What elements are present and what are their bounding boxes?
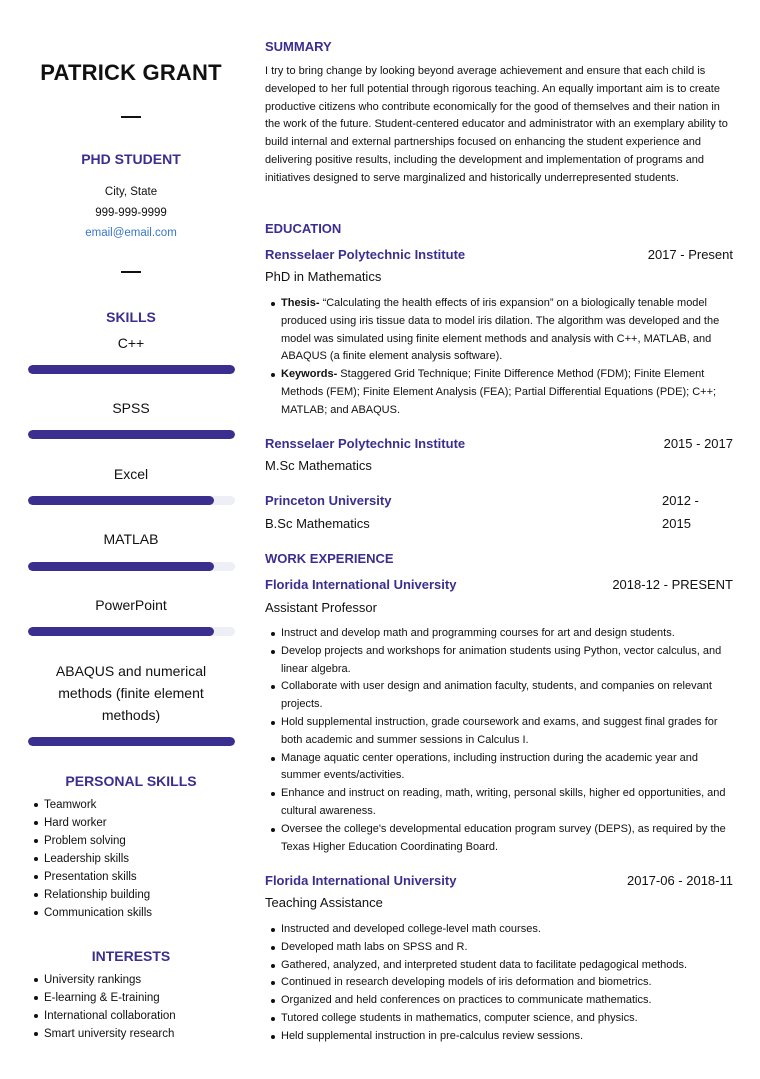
- work-bullets: [281, 625, 731, 856]
- list-item: University rankings: [34, 971, 244, 989]
- candidate-title: PHD STUDENT: [81, 151, 181, 167]
- list-item: Develop projects and workshops for animation students using Python, vector calculus, and linear algebra.: [281, 643, 731, 679]
- employer-name: Florida International University: [265, 577, 457, 592]
- list-item: International collaboration: [34, 1007, 244, 1025]
- main-content: [265, 0, 735, 1079]
- job-role: Teaching Assistance: [265, 895, 383, 910]
- skill-label: PowerPoint: [95, 597, 167, 613]
- personal-skills-heading: PERSONAL SKILLS: [65, 773, 197, 789]
- list-item: Problem solving: [34, 832, 244, 850]
- bullet-label: Keywords-: [281, 368, 338, 381]
- list-item: Presentation skills: [34, 868, 244, 886]
- work-bullets: [281, 921, 731, 1046]
- list-item: [281, 295, 731, 366]
- personal-skills-list: [34, 796, 244, 922]
- list-item: Enhance and instruct on reading, math, writing, personal skills, higher ed opportunities, and cultural awareness.: [281, 785, 731, 821]
- entry-dates: 2017 - Present: [647, 247, 733, 262]
- divider: [121, 271, 141, 273]
- list-item: Manage aquatic center operations, including instruction during the academic year and summer events/activities.: [281, 750, 731, 786]
- bullet-label: Thesis-: [281, 297, 320, 309]
- list-item: Instruct and develop math and programming courses for art and design students.: [281, 625, 731, 643]
- work-heading: WORK EXPERIENCE: [265, 551, 394, 566]
- contact-email[interactable]: email@email.com: [85, 227, 177, 239]
- school-name: Rensselaer Polytechnic Institute: [265, 436, 466, 451]
- skill-label: MATLAB: [103, 531, 159, 547]
- skill-label: C++: [117, 335, 145, 351]
- school-name: Princeton University: [265, 493, 392, 508]
- list-item: Gathered, analyzed, and interpreted student data to facilitate pedagogical methods.: [281, 957, 731, 975]
- list-item: Hold supplemental instruction, grade coursework and exams, and suggest final grades for both academic and summer sessions in Calculus I.: [281, 714, 731, 750]
- degree-name: PhD in Mathematics: [265, 269, 382, 284]
- list-item: E-learning & E-training: [34, 989, 244, 1007]
- skill-label: Excel: [113, 466, 149, 482]
- list-item: Communication skills: [34, 904, 244, 922]
- entry-dates: 2015: [662, 516, 691, 531]
- interests-heading: INTERESTS: [91, 948, 171, 964]
- list-item: Leadership skills: [34, 850, 244, 868]
- contact-location: City, State: [104, 186, 158, 198]
- entry-dates: 2017-06 - 2018-11: [626, 873, 733, 888]
- education-bullets: [281, 295, 731, 420]
- degree-name: M.Sc Mathematics: [265, 458, 372, 473]
- list-item: Tutored college students in mathematics, computer science, and physics.: [281, 1010, 731, 1028]
- employer-name: Florida International University: [265, 873, 457, 888]
- list-item: [281, 366, 731, 419]
- list-item: Relationship building: [34, 886, 244, 904]
- entry-dates: 2012 -: [662, 493, 699, 508]
- candidate-name: PATRICK GRANT: [40, 60, 222, 85]
- skill-bar-fill: [28, 365, 235, 374]
- interests-list: [34, 971, 244, 1043]
- bullet-text: Staggered Grid Technique; Finite Difference Method (FDM); Finite Element Methods (FEM); Finite Element Analysis (FEA); Partial Differential Equations (PDE); C++; MATLAB; and ABAQUS.: [281, 368, 717, 416]
- list-item: Oversee the college's developmental education program survey (DEPS), as required by the Texas Higher Education Coordinating Board.: [281, 821, 731, 857]
- skills-heading: SKILLS: [106, 309, 156, 325]
- skill-bar: [28, 365, 235, 374]
- skill-bar-fill: [28, 562, 214, 571]
- list-item: Organized and held conferences on practices to communicate mathematics.: [281, 992, 731, 1010]
- entry-dates: 2015 - 2017: [663, 436, 733, 451]
- summary-text: I try to bring change by looking beyond average achievement and ensure that each child is developed to her full potential through rigorous teaching. An equally important aim is to create productive citizens who contribute economically for the good of themselves and their nation in the work of the future. Student-centered educator and administrator with an exemplary ability to build internal and external partnerships focused on enhancing the student experience and delivering positive results, including the development and implementation of programs and initiatives designed to serve marginalized and historically underrepresented students.: [265, 65, 728, 184]
- education-heading: EDUCATION: [265, 221, 342, 236]
- sidebar: [20, 0, 242, 1079]
- skill-label: SPSS: [112, 400, 150, 416]
- list-item: Developed math labs on SPSS and R.: [281, 939, 731, 957]
- divider: [121, 116, 141, 118]
- skill-bar-fill: [28, 496, 214, 505]
- skill-bar: [28, 562, 235, 571]
- bullet-text: “Calculating the health effects of iris expansion” on a biologically tenable model produced using iris tissue data to model iris dilation. The algorithm was developed and the model was simulated using finite element methods and analysis with C++, MATLAB, and ABAQUS (a finite element analysis software).: [281, 297, 720, 363]
- skill-label: ABAQUS and numerical methods (finite element methods): [55, 663, 207, 723]
- skill-bar-fill: [28, 737, 235, 746]
- skill-bar: [28, 430, 235, 439]
- school-name: Rensselaer Polytechnic Institute: [265, 247, 466, 262]
- skill-bar: [28, 627, 235, 636]
- degree-name: B.Sc Mathematics: [265, 516, 370, 531]
- list-item: Collaborate with user design and animation faculty, students, and companies on relevant projects.: [281, 678, 731, 714]
- job-role: Assistant Professor: [265, 600, 377, 615]
- summary-heading: SUMMARY: [265, 39, 332, 54]
- list-item: Held supplemental instruction in pre-calculus review sessions.: [281, 1028, 731, 1046]
- contact-phone: 999-999-9999: [95, 207, 167, 219]
- skill-bar: [28, 496, 235, 505]
- list-item: Instructed and developed college-level math courses.: [281, 921, 731, 939]
- list-item: Teamwork: [34, 796, 244, 814]
- skill-bar-fill: [28, 627, 214, 636]
- skill-bar-fill: [28, 430, 235, 439]
- list-item: Smart university research: [34, 1025, 244, 1043]
- skill-bar: [28, 737, 235, 746]
- entry-dates: 2018-12 - PRESENT: [612, 577, 733, 592]
- list-item: Continued in research developing models of iris deformation and biometrics.: [281, 974, 731, 992]
- list-item: Hard worker: [34, 814, 244, 832]
